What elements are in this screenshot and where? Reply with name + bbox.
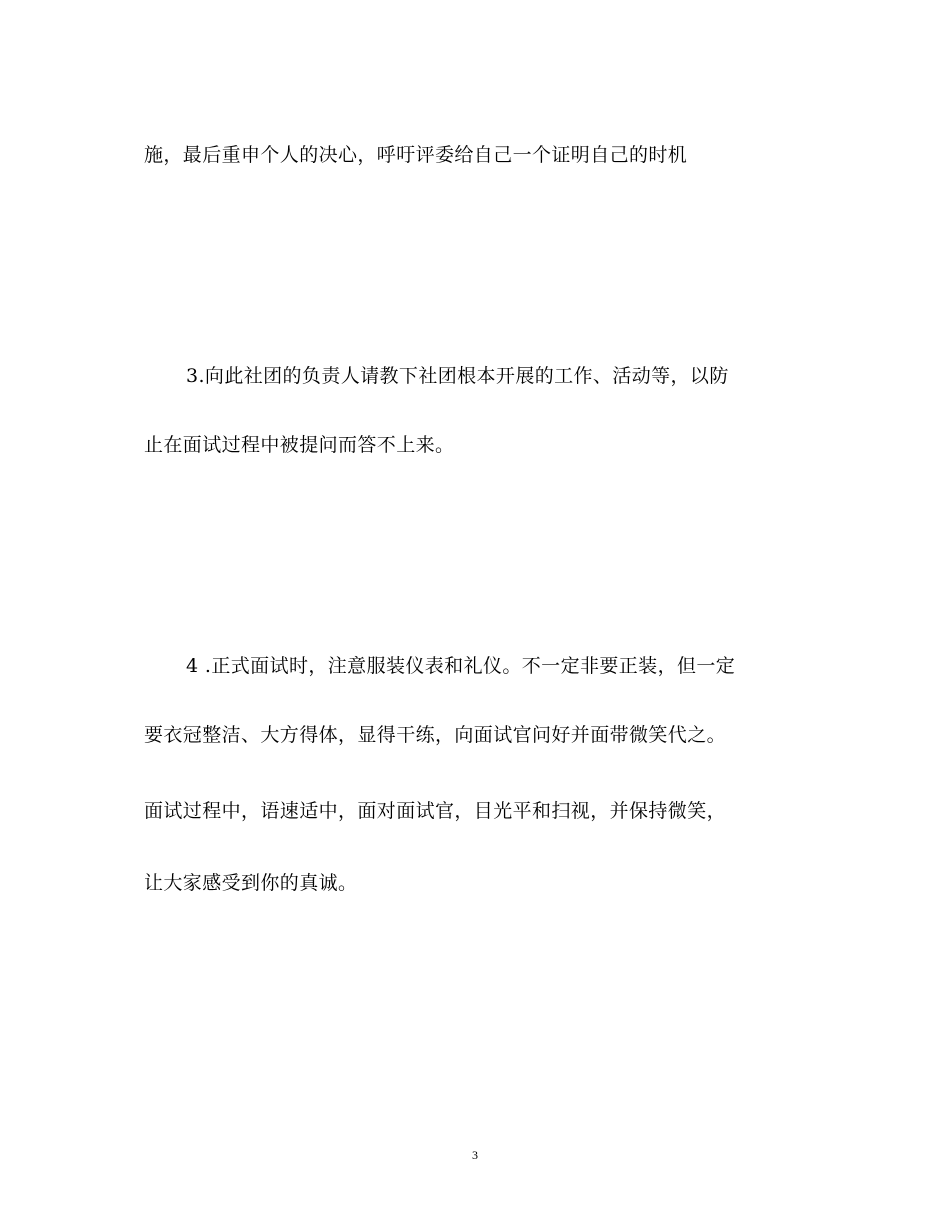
text-line: 止在面试过程中被提问而答不上来。 bbox=[144, 434, 455, 456]
page-number: 3 bbox=[472, 1148, 478, 1162]
text-line: 让大家感受到你的真诚。 bbox=[144, 872, 358, 894]
text-line: 3.向此社团的负责人请教下社团根本开展的工作、活动等，以防 bbox=[186, 365, 729, 387]
text-line: 面试过程中，语速适中，面对面试官，目光平和扫视，并保持微笑， bbox=[144, 800, 727, 822]
text-line: 4 .正式面试时，注意服装仪表和礼仪。不一定非要正装，但一定 bbox=[186, 655, 736, 677]
text-line: 施，最后重申个人的决心，呼吁评委给自己一个证明自己的时机 bbox=[144, 144, 688, 166]
text-line: 要衣冠整洁、大方得体，显得干练，向面试官问好并面带微笑代之。 bbox=[144, 724, 727, 746]
